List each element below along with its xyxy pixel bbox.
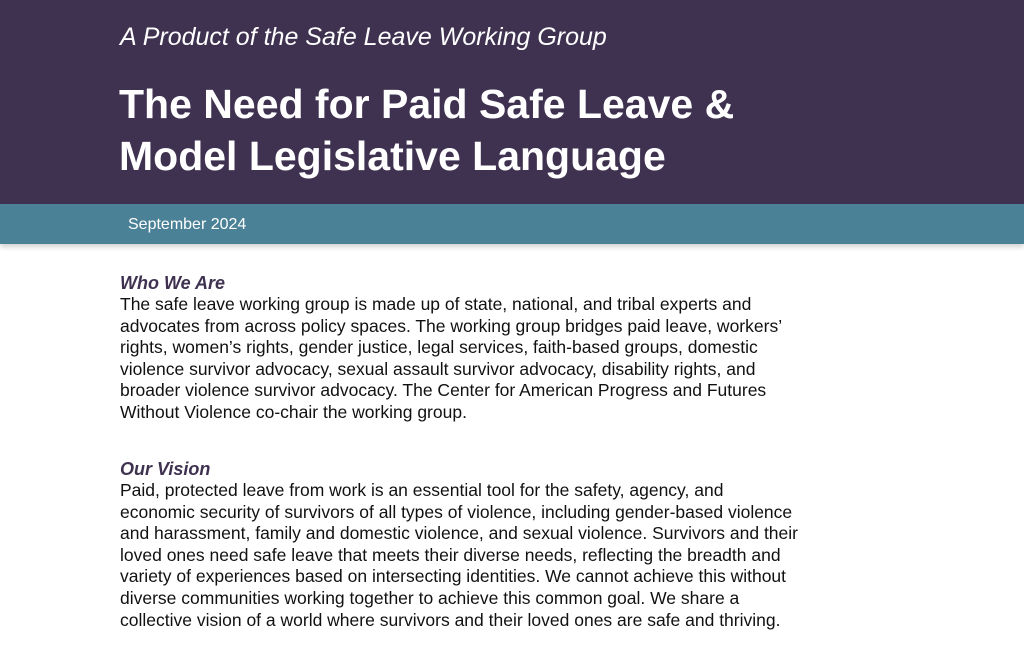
title-line: The Need for Paid Safe Leave & xyxy=(119,81,735,127)
paragraph-line: Without Violence co-chair the working group. xyxy=(120,401,467,422)
paragraph-line: rights, women’s rights, gender justice, legal services, faith-based groups, domestic xyxy=(120,337,758,358)
paragraph-line: economic security of survivors of all types of violence, including gender-based violence xyxy=(120,501,793,522)
section-heading: Our Vision xyxy=(120,459,211,479)
document-title xyxy=(119,78,734,182)
publication-date: September 2024 xyxy=(128,216,247,233)
date-bar xyxy=(0,204,1024,244)
title-line: Model Legislative Language xyxy=(119,133,666,179)
paragraph-line: diverse communities working together to achieve this common goal. We share a xyxy=(120,587,740,608)
paragraph-line: and harassment, family and domestic violence, and sexual violence. Survivors and their xyxy=(120,523,798,544)
header-kicker: A Product of the Safe Leave Working Group xyxy=(120,23,607,51)
section-our-vision xyxy=(120,458,1000,631)
section-who-we-are xyxy=(120,272,1000,424)
section-heading: Who We Are xyxy=(120,273,226,293)
paragraph-line: violence survivor advocacy, sexual assault survivor advocacy, disability rights, and xyxy=(120,358,756,379)
paragraph-line: collective vision of a world where survivors and their loved ones are safe and thriving. xyxy=(120,609,781,630)
paragraph-line: advocates from across policy spaces. The working group bridges paid leave, workers’ xyxy=(120,315,783,336)
paragraph-line: variety of experiences based on intersecting identities. We cannot achieve this without xyxy=(120,566,787,587)
document-header xyxy=(0,0,1024,204)
paragraph-line: broader violence survivor advocacy. The Center for American Progress and Futures xyxy=(120,380,767,401)
paragraph-line: Paid, protected leave from work is an essential tool for the safety, agency, and xyxy=(120,480,724,500)
paragraph-line: loved ones need safe leave that meets their diverse needs, reflecting the breadth and xyxy=(120,544,781,565)
paragraph-line: The safe leave working group is made up of state, national, and tribal experts and xyxy=(120,294,752,314)
